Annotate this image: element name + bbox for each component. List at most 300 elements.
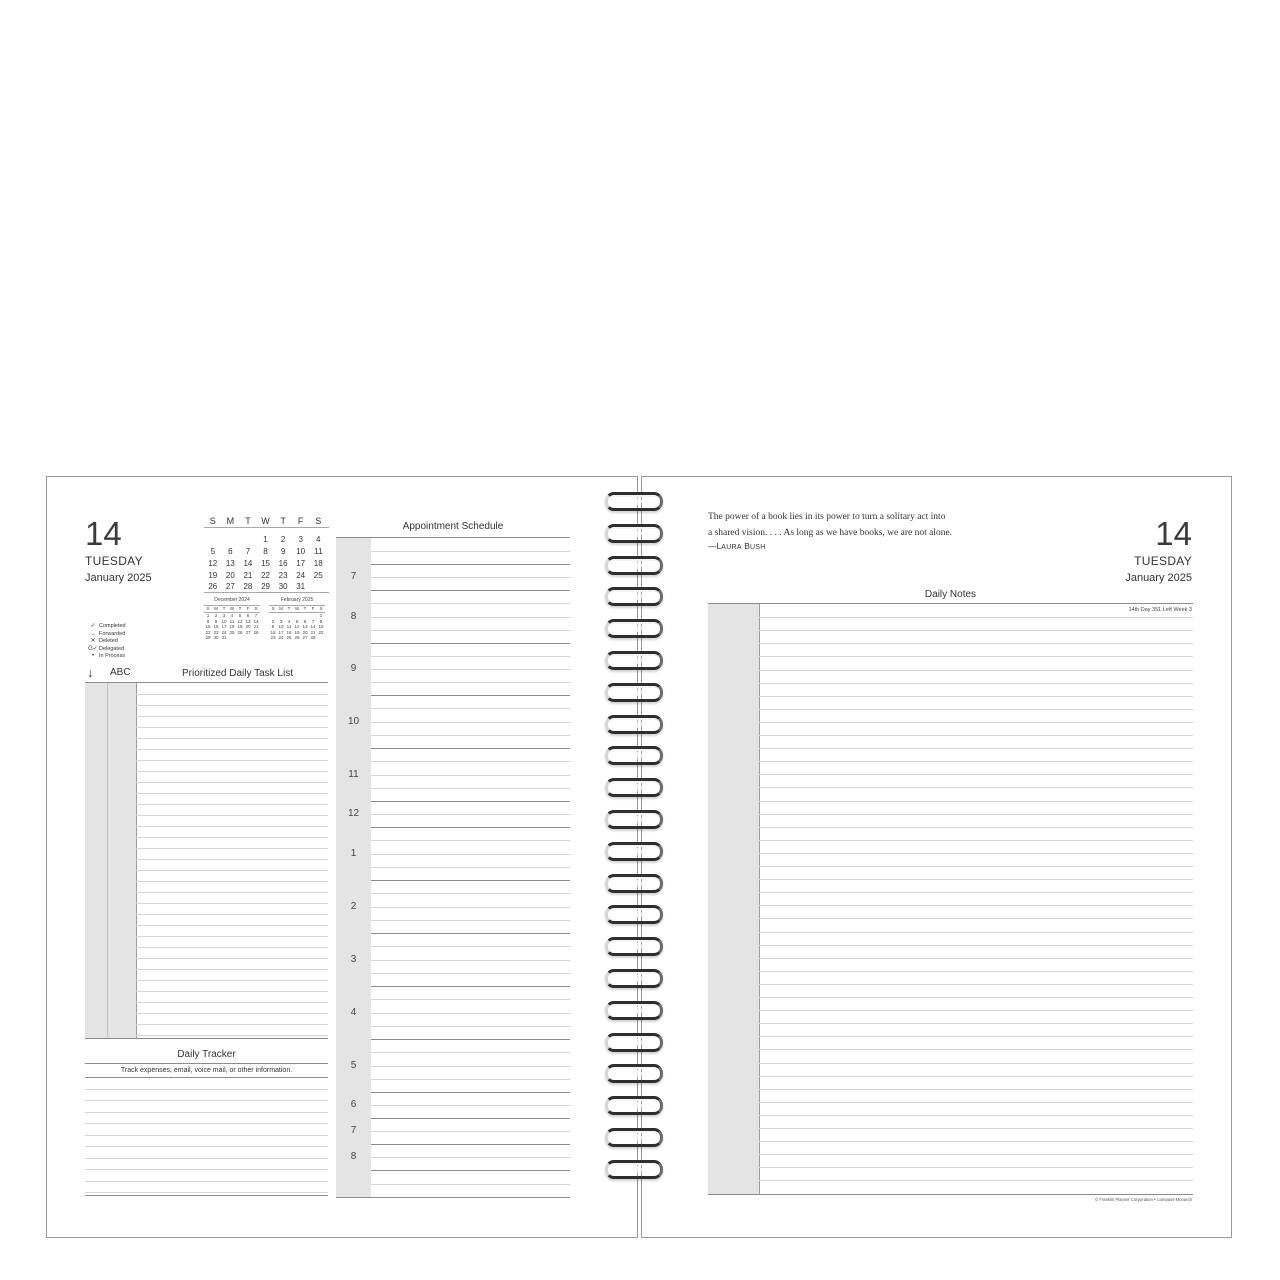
calendar-day: 31 — [296, 582, 306, 592]
mini-calendar-day: 1 — [319, 612, 323, 618]
calendar-day: 6 — [228, 546, 233, 556]
hour-label: 8 — [350, 610, 357, 622]
notes-line — [759, 1141, 1193, 1142]
abc-label: ABC — [110, 667, 131, 678]
weekday-label: TUESDAY — [85, 554, 143, 568]
spiral-ring — [605, 1064, 663, 1083]
appointment-quarter-line — [371, 682, 570, 683]
task-line — [136, 716, 328, 717]
appointment-quarter-line — [371, 893, 570, 894]
mini-calendar-day — [228, 635, 236, 641]
appointment-quarter-line — [371, 920, 570, 921]
calendar-day: 7 — [245, 546, 251, 556]
calendar-rule — [204, 527, 329, 528]
hour-rule — [336, 590, 570, 591]
mini-calendar-week — [269, 635, 325, 641]
notes-line — [759, 1167, 1193, 1168]
spiral-ring — [605, 874, 663, 893]
notes-line — [759, 1128, 1193, 1129]
hour-label: 10 — [347, 715, 360, 727]
appointment-half-line — [371, 1105, 570, 1106]
notes-line — [759, 945, 1193, 946]
calendar-day: 28 — [243, 582, 253, 592]
notes-line — [759, 1049, 1193, 1050]
copyright-footer: © Franklin Planner Corporation • Compass-Monarch — [1095, 1197, 1192, 1202]
hour-rule — [336, 1092, 570, 1093]
task-list-bottom-rule — [85, 1038, 328, 1039]
appointment-quarter-line — [371, 761, 570, 762]
calendar-day: 24 — [296, 570, 306, 580]
task-line — [136, 782, 328, 783]
appointment-half-line — [371, 814, 570, 815]
author-small-caps: USH — [749, 544, 766, 551]
notes-line — [759, 814, 1193, 815]
calendar-day: 12 — [208, 558, 218, 568]
mini-calendar-day: 23 — [213, 629, 219, 635]
mini-calendar-day: 14 — [253, 618, 259, 624]
notes-column-divider — [759, 604, 760, 1194]
mini-calendar-day: 6 — [246, 612, 250, 618]
mini-calendar-day: 28 — [253, 629, 259, 635]
tracker-line — [85, 1135, 328, 1136]
calendar-day: 18 — [313, 558, 323, 568]
task-line — [136, 1024, 328, 1025]
task-line — [136, 980, 328, 981]
hour-label: 3 — [350, 953, 357, 965]
daily-quote — [708, 510, 998, 541]
appointment-quarter-line — [371, 788, 570, 789]
down-arrow-icon: ↓ — [87, 665, 94, 680]
task-line — [136, 826, 328, 827]
calendar-weeks — [204, 528, 327, 593]
appointment-quarter-line — [371, 708, 570, 709]
mini-calendar-weekday: T — [222, 605, 226, 611]
legend-label: Forwarded — [99, 630, 126, 637]
mini-calendar-day: 12 — [237, 618, 243, 624]
hour-label-cell — [336, 538, 371, 564]
hour-rule — [336, 1039, 570, 1040]
mini-calendar-weekday: S — [271, 605, 275, 611]
task-line — [136, 859, 328, 860]
calendar-day: 25 — [313, 570, 323, 580]
mini-calendar-day: 26 — [294, 635, 300, 641]
notes-line — [759, 709, 1193, 710]
appointment-quarter-line — [371, 630, 570, 631]
mini-calendar-weekday: S — [254, 605, 258, 611]
task-line — [136, 1013, 328, 1014]
spiral-ring — [605, 937, 663, 956]
task-line — [136, 991, 328, 992]
calendar-weekday: W — [261, 516, 270, 526]
spiral-ring — [605, 1033, 663, 1052]
tracker-bottom-rule — [85, 1195, 328, 1196]
appointment-half-line — [371, 1157, 570, 1158]
hour-label: 9 — [350, 663, 357, 674]
notes-line — [759, 722, 1193, 723]
mini-calendar-day: 4 — [230, 612, 234, 618]
mini-calendar-day: 16 — [213, 624, 219, 630]
appointment-quarter-line — [371, 946, 570, 947]
task-line — [136, 892, 328, 893]
calendar-day: 4 — [316, 534, 321, 544]
calendar-day: 10 — [296, 546, 306, 556]
tracker-line — [85, 1123, 328, 1124]
mini-calendar-prev — [204, 597, 260, 641]
calendar-week-row — [204, 534, 327, 546]
hour-rule — [336, 748, 570, 749]
appointment-schedule-title: Appointment Schedule — [402, 521, 504, 532]
daily-notes-title: Daily Notes — [924, 589, 977, 600]
spiral-ring — [605, 905, 663, 924]
mini-calendar-day: 21 — [310, 629, 316, 635]
appointment-rule — [336, 537, 570, 538]
hour-label: 2 — [350, 900, 357, 912]
legend-label: Delegated — [99, 645, 125, 652]
mini-calendar-day: 4 — [287, 618, 291, 624]
legend-symbol: G✓ — [88, 645, 98, 652]
notes-line — [759, 1063, 1193, 1064]
tracker-line — [85, 1146, 328, 1147]
appointment-half-line — [371, 722, 570, 723]
mini-calendar-day: 13 — [245, 618, 251, 624]
mini-calendar-day: 23 — [270, 635, 276, 641]
mini-calendar-day: 13 — [302, 624, 308, 630]
calendar-day: 3 — [298, 534, 303, 544]
appointment-quarter-line — [371, 999, 570, 1000]
mini-calendar-header — [204, 606, 260, 612]
mini-calendar-day: 30 — [213, 635, 219, 641]
task-line — [136, 870, 328, 871]
notes-header-rule — [708, 603, 1193, 604]
mini-calendar-weekday: M — [279, 605, 283, 611]
tracker-rule — [85, 1077, 328, 1078]
calendar-week-row — [204, 570, 327, 582]
hour-rule — [336, 643, 570, 644]
hour-rule — [336, 1170, 570, 1171]
task-line — [136, 760, 328, 761]
mini-calendar-weekday: S — [319, 605, 323, 611]
mini-calendar-day: 22 — [205, 629, 211, 635]
mini-calendar-day: 25 — [286, 635, 292, 641]
calendar-day: 27 — [225, 582, 235, 592]
calendar-day: 8 — [263, 546, 268, 556]
calendar-day: 15 — [261, 558, 270, 568]
notes-line — [759, 787, 1193, 788]
notes-line — [759, 866, 1193, 867]
calendar-weekday: S — [315, 516, 322, 526]
spiral-ring — [605, 1128, 663, 1147]
appointment-half-line — [371, 775, 570, 776]
mini-calendar-weekday: T — [238, 605, 242, 611]
mini-calendar-day: 3 — [279, 618, 283, 624]
mini-calendar-day: 1 — [206, 612, 210, 618]
calendar-day — [222, 534, 240, 546]
mini-calendar-weekday: T — [287, 605, 291, 611]
mini-calendar-day: 9 — [214, 618, 218, 624]
appointment-quarter-line — [371, 867, 570, 868]
mini-calendar-day: 7 — [311, 618, 315, 624]
task-line — [136, 815, 328, 816]
hour-label: 8 — [350, 1151, 357, 1162]
mini-calendar-day: 31 — [221, 635, 227, 641]
spiral-ring — [605, 778, 663, 797]
mini-calendar-day: 10 — [278, 624, 284, 630]
hour-label: 12 — [347, 808, 360, 819]
calendar-day: 23 — [278, 570, 288, 580]
mini-calendar-weekday: S — [206, 605, 210, 611]
tracker-line — [85, 1192, 328, 1193]
task-line — [136, 881, 328, 882]
spiral-ring — [605, 619, 663, 638]
mini-calendar-day: 15 — [205, 624, 211, 630]
spiral-ring — [605, 842, 663, 861]
mini-calendar-weekday: W — [229, 605, 235, 611]
appointment-quarter-line — [371, 656, 570, 657]
mini-calendar-day: 17 — [221, 624, 227, 630]
task-line — [136, 1002, 328, 1003]
notes-line — [759, 905, 1193, 906]
calendar-week-row — [204, 558, 327, 570]
mini-calendar-day — [252, 635, 260, 641]
mini-calendar-day — [244, 635, 252, 641]
month-year-label: January 2025 — [1125, 572, 1192, 584]
notes-line — [759, 997, 1193, 998]
notes-line — [759, 1180, 1193, 1181]
calendar-day: 16 — [278, 558, 288, 568]
calendar-day: 20 — [225, 570, 235, 580]
notes-line — [759, 801, 1193, 802]
task-line — [136, 936, 328, 937]
mini-calendar-day: 18 — [229, 624, 235, 630]
notes-line — [759, 774, 1193, 775]
notes-line — [759, 971, 1193, 972]
calendar-weekday: M — [226, 516, 235, 526]
hour-rule — [336, 933, 570, 934]
notes-line — [759, 683, 1193, 684]
mini-calendar-day: 19 — [294, 629, 300, 635]
calendar-weekday: T — [245, 516, 251, 526]
calendar-day: 2 — [280, 534, 286, 544]
mini-calendar-day: 12 — [294, 624, 300, 630]
appointment-quarter-line — [371, 840, 570, 841]
notes-line — [759, 892, 1193, 893]
notes-line — [759, 827, 1193, 828]
spiral-ring — [605, 969, 663, 988]
notes-line — [759, 918, 1193, 919]
mini-calendar-weekday: W — [294, 605, 300, 611]
calendar-day: 21 — [243, 570, 253, 580]
left-planner-page — [46, 476, 638, 1238]
hour-rule — [336, 986, 570, 987]
mini-calendar-day: 19 — [237, 624, 243, 630]
task-line — [136, 727, 328, 728]
mini-calendar-day: 18 — [286, 629, 292, 635]
appointment-quarter-line — [371, 1026, 570, 1027]
appointment-half-line — [371, 960, 570, 961]
notes-line — [759, 932, 1193, 933]
notes-line — [759, 1010, 1193, 1011]
notes-line — [759, 617, 1193, 618]
task-line — [136, 793, 328, 794]
notes-line — [759, 1023, 1193, 1024]
tracker-line — [85, 1158, 328, 1159]
mini-calendar-day: 5 — [238, 612, 242, 618]
mini-calendar-weekday: T — [303, 605, 307, 611]
notes-line — [759, 735, 1193, 736]
spiral-ring — [605, 1160, 663, 1179]
calendar-day: 29 — [261, 582, 270, 592]
notes-line — [759, 853, 1193, 854]
hour-label: 4 — [350, 1006, 357, 1018]
spiral-ring — [605, 524, 663, 543]
right-planner-page — [641, 476, 1232, 1238]
notes-line — [759, 1115, 1193, 1116]
task-line — [136, 837, 328, 838]
day-number: 14 — [85, 515, 122, 552]
appointment-half-line — [371, 617, 570, 618]
task-line — [136, 738, 328, 739]
calendar-day — [239, 534, 257, 546]
hour-label: 6 — [350, 1099, 357, 1110]
mini-calendar-weekday: M — [214, 605, 218, 611]
mini-calendar-day: 8 — [319, 618, 323, 624]
calendar-day: 14 — [243, 558, 253, 568]
spiral-binding — [596, 492, 676, 1227]
spiral-ring — [605, 683, 663, 702]
task-priority-column — [85, 683, 136, 1038]
calendar-day: 9 — [280, 546, 286, 556]
appointment-half-line — [371, 1184, 570, 1185]
calendar-day: 19 — [208, 570, 218, 580]
mini-calendar-week — [204, 635, 260, 641]
task-line — [136, 903, 328, 904]
task-line — [136, 771, 328, 772]
notes-line — [759, 748, 1193, 749]
tracker-rule — [85, 1063, 328, 1064]
notes-line — [759, 984, 1193, 985]
notes-line — [759, 643, 1193, 644]
calendar-day: 22 — [261, 570, 270, 580]
task-line — [136, 1035, 328, 1036]
notes-bottom-rule — [708, 1194, 1193, 1195]
hour-label-cell — [336, 1170, 371, 1197]
task-line — [136, 958, 328, 959]
mini-calendar-day: 15 — [318, 624, 324, 630]
day-number: 14 — [1155, 515, 1192, 552]
tracker-line — [85, 1169, 328, 1170]
legend-symbol: ✓ — [90, 623, 96, 629]
mini-calendar-day — [236, 635, 244, 641]
mini-calendar-day: 16 — [270, 629, 276, 635]
appointment-half-line — [371, 669, 570, 670]
legend-item — [87, 623, 167, 631]
mini-calendar-day: 20 — [302, 629, 308, 635]
appointment-half-line — [371, 551, 570, 552]
calendar-day: 26 — [208, 582, 218, 592]
mini-calendar-day: 5 — [295, 618, 299, 624]
appointment-half-line — [371, 854, 570, 855]
tracker-line — [85, 1100, 328, 1101]
month-year-label: January 2025 — [85, 572, 152, 584]
calendar-rule — [204, 592, 329, 593]
mini-calendar-next — [269, 597, 325, 641]
task-line — [136, 694, 328, 695]
notes-line — [759, 1089, 1193, 1090]
calendar-day: 17 — [296, 558, 306, 568]
appointment-quarter-line — [371, 1079, 570, 1080]
notes-line — [759, 696, 1193, 697]
notes-line — [759, 879, 1193, 880]
notes-line — [759, 1102, 1193, 1103]
appointment-half-line — [371, 907, 570, 908]
quote-line: a shared vision. . . . As long as we have books, we are not alone. — [708, 527, 953, 538]
tracker-line — [85, 1112, 328, 1113]
mini-calendar-day: 27 — [302, 635, 308, 641]
task-line — [136, 969, 328, 970]
mini-calendar-weekday: F — [311, 605, 315, 611]
quote-dash: — — [708, 541, 717, 551]
quote-line: The power of a book lies in its power to turn a solitary act into — [708, 512, 946, 522]
legend-label: Deleted — [99, 638, 118, 644]
notes-line — [759, 1076, 1193, 1077]
calendar-weekday: T — [280, 516, 286, 526]
notes-line — [759, 630, 1193, 631]
mini-calendar-day: 10 — [221, 618, 227, 624]
mini-calendar-day: 26 — [237, 629, 243, 635]
mini-calendar-day: 28 — [310, 635, 316, 641]
notes-line — [759, 1154, 1193, 1155]
appointment-quarter-line — [371, 735, 570, 736]
spiral-ring — [605, 492, 663, 511]
mini-calendar-day: 27 — [245, 629, 251, 635]
hour-rule — [336, 1118, 570, 1119]
mini-calendar-day: 22 — [318, 629, 324, 635]
hour-rule — [336, 564, 570, 565]
calendar-week-row — [204, 546, 327, 558]
mini-calendar-title: December 2024 — [214, 597, 250, 603]
task-line — [136, 804, 328, 805]
appointment-quarter-line — [371, 603, 570, 604]
weekday-label: TUESDAY — [1134, 554, 1192, 568]
hour-rule — [336, 695, 570, 696]
mini-calendar-header — [269, 606, 325, 612]
task-line — [136, 925, 328, 926]
hour-rule — [336, 1197, 570, 1198]
author-initial: L — [716, 541, 722, 551]
task-line — [136, 914, 328, 915]
hour-rule — [336, 880, 570, 881]
tracker-instructions: Track expenses, email, voice mail, or other information. — [120, 1067, 293, 1074]
spiral-ring — [605, 715, 663, 734]
tracker-line — [85, 1089, 328, 1090]
mini-calendar-day: 2 — [214, 612, 218, 618]
mini-calendar-day: 21 — [253, 624, 259, 630]
mini-calendar-day: 24 — [221, 629, 227, 635]
calendar-weekday: F — [297, 516, 304, 526]
task-line — [136, 947, 328, 948]
legend-item — [87, 638, 167, 646]
mini-calendar-day: 11 — [229, 618, 235, 624]
day-statistics: 14th Day 351 Left Week 3 — [1128, 607, 1192, 613]
mini-calendar-day — [317, 635, 325, 641]
daily-tracker-title: Daily Tracker — [177, 1049, 236, 1060]
legend-symbol: ✕ — [90, 638, 96, 644]
appointment-half-line — [371, 1013, 570, 1014]
legend-item — [87, 631, 167, 639]
spiral-ring — [605, 651, 663, 670]
calendar-weekday: S — [209, 516, 216, 526]
notes-line — [759, 840, 1193, 841]
